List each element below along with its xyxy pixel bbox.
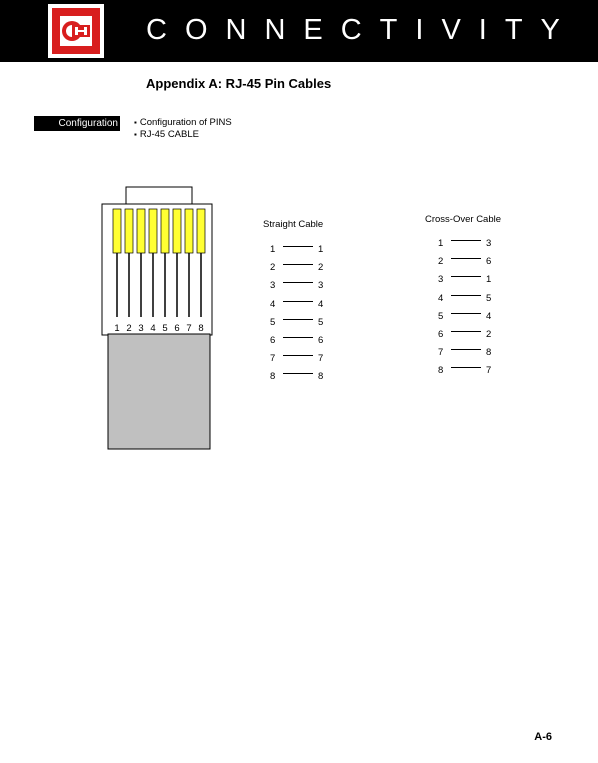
logo-mark-icon	[60, 16, 92, 46]
brand-wordmark: CONNECTIVITY	[146, 14, 578, 46]
pin-number: 4	[150, 323, 156, 334]
pin-right: 3	[486, 238, 492, 249]
pin-left: 7	[438, 347, 444, 359]
pin-right: 5	[486, 292, 492, 304]
pin-contact	[185, 209, 193, 253]
pin-contact	[149, 209, 157, 253]
wire-connector-line	[283, 373, 313, 374]
bullet-item: ▪ RJ-45 CABLE	[134, 129, 232, 141]
pin-left: 3	[438, 274, 444, 286]
pin-contact	[197, 209, 205, 253]
section-label: Configuration	[34, 116, 120, 131]
wire-connector-line	[283, 246, 313, 247]
bullet-list	[134, 117, 232, 141]
pin-right: 7	[486, 365, 492, 377]
pin-right: 3	[318, 280, 324, 292]
pin-number: 8	[198, 323, 204, 334]
pin-right: 2	[486, 329, 492, 340]
pin-right: 4	[486, 310, 492, 322]
wire-connector-line	[451, 276, 481, 277]
wire-connector-line	[451, 295, 481, 296]
pin-contact	[137, 209, 145, 253]
pin-left: 5	[438, 310, 444, 322]
wire-connector-line	[283, 264, 313, 265]
pin-left: 4	[270, 298, 276, 310]
page-title: Appendix A: RJ-45 Pin Cables	[146, 76, 332, 91]
wire-connector-line	[451, 258, 481, 259]
pin-left: 6	[270, 335, 276, 346]
wire-connector-line	[451, 367, 481, 368]
connector-latch	[126, 187, 192, 205]
pin-left: 8	[438, 365, 444, 377]
pin-right: 7	[318, 353, 324, 365]
wire-connector-line	[451, 349, 481, 350]
crossover-cable-label: Cross-Over Cable	[425, 214, 502, 225]
pin-left: 2	[270, 262, 276, 274]
pin-number: 3	[138, 323, 144, 334]
pin-left: 8	[270, 371, 276, 383]
wire-connector-line	[451, 313, 481, 314]
pin-number: 6	[174, 323, 180, 334]
pin-contact	[113, 209, 121, 253]
pin-contact	[161, 209, 169, 253]
pin-right: 1	[318, 244, 324, 255]
pin-number: 7	[186, 323, 192, 334]
pin-number: 2	[126, 323, 132, 334]
company-logo	[48, 4, 104, 58]
header-bar	[0, 0, 598, 62]
pin-number: 5	[162, 323, 168, 334]
wire-connector-line	[283, 301, 313, 302]
bullet-item: ▪ Configuration of PINS	[134, 117, 232, 129]
pin-right: 4	[318, 298, 324, 310]
pin-right: 1	[486, 274, 492, 286]
pin-left: 1	[270, 244, 276, 255]
wire-connector-line	[451, 331, 481, 332]
wire-connector-line	[283, 337, 313, 338]
pin-left: 3	[270, 280, 276, 292]
pin-left: 6	[438, 329, 444, 340]
wire-connector-line	[283, 355, 313, 356]
wire-connector-line	[451, 240, 481, 241]
straight-cable-label: Straight Cable	[263, 219, 324, 230]
pin-right: 6	[486, 256, 492, 268]
pin-right: 8	[318, 371, 324, 383]
rj45-connector-diagram	[95, 185, 220, 455]
pin-left: 4	[438, 292, 444, 304]
pin-right: 2	[318, 262, 324, 274]
pin-number: 1	[114, 323, 120, 334]
pin-left: 7	[270, 353, 276, 365]
pin-left: 1	[438, 238, 444, 249]
pin-right: 8	[486, 347, 492, 359]
pin-right: 5	[318, 316, 324, 328]
wire-connector-line	[283, 282, 313, 283]
cable-jacket	[108, 334, 210, 449]
pin-right: 6	[318, 335, 324, 346]
pin-contact	[125, 209, 133, 253]
wire-connector-line	[283, 319, 313, 320]
pin-contact	[173, 209, 181, 253]
pin-left: 2	[438, 256, 444, 268]
pin-left: 5	[270, 316, 276, 328]
page-number: A-6	[534, 731, 552, 743]
